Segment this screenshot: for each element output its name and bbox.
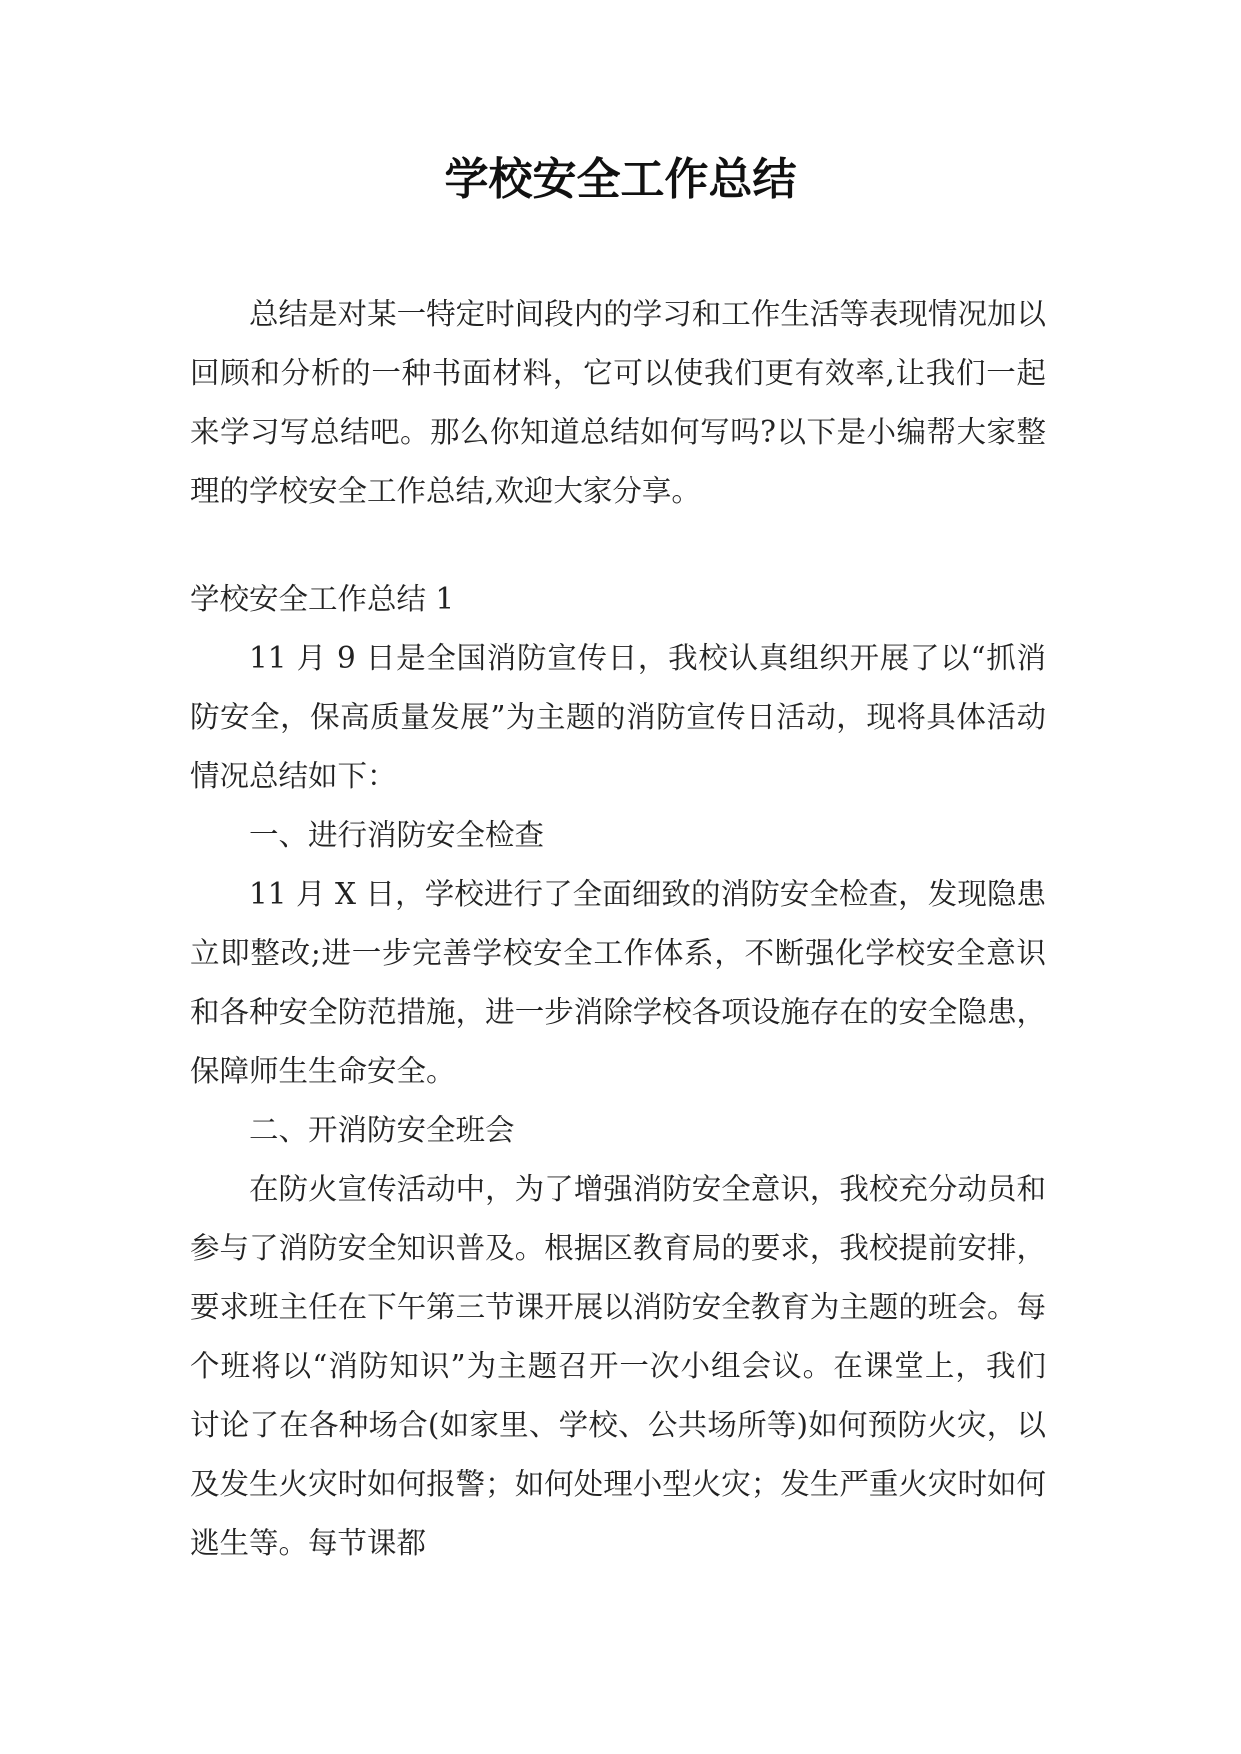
paragraph-class-meeting: 在防火宣传活动中，为了增强消防安全意识，我校充分动员和参与了消防安全知识普及。根据区教育局的要求，我校提前安排，要求班主任在下午第三节课开展以消防安全教育为主题的班会。每个班将以“消防知识”为主题召开一次小组会议。在课堂上，我们讨论了在各种场合(如家里、学校、公共场所等)如何预防火灾，以及发生火灾时如何报警；如何处理小型火灾；发生严重火灾时如何逃生等。每节课都 [190, 1172, 1046, 1560]
paragraph-safety-inspection: 11 月 X 日，学校进行了全面细致的消防安全检查，发现隐患立即整改;进一步完善学校安全工作体系，不断强化学校安全意识和各种安全防范措施，进一步消除学校各项设施存在的安全隐患，保障师生生命安全。 [190, 877, 1046, 1088]
intro-paragraph: 总结是对某一特定时间段内的学习和工作生活等表现情况加以回顾和分析的一种书面材料，它可以使我们更有效率,让我们一起来学习写总结吧。那么你知道总结如何写吗?以下是小编帮大家整理的学校安全工作总结,欢迎大家分享。 [190, 297, 1046, 508]
section-title: 学校安全工作总结 1 [190, 582, 455, 616]
heading-class-meeting: 二、开消防安全班会 [249, 1113, 515, 1147]
intro-section [190, 285, 1046, 521]
page-title: 学校安全工作总结 [444, 154, 797, 205]
heading-safety-inspection: 一、进行消防安全检查 [249, 818, 545, 852]
paragraph-fire-day: 11 月 9 日是全国消防宣传日，我校认真组织开展了以“抓消防安全，保高质量发展”为主题的消防宣传日活动，现将具体活动情况总结如下： [190, 641, 1046, 793]
main-content [190, 570, 1046, 1573]
